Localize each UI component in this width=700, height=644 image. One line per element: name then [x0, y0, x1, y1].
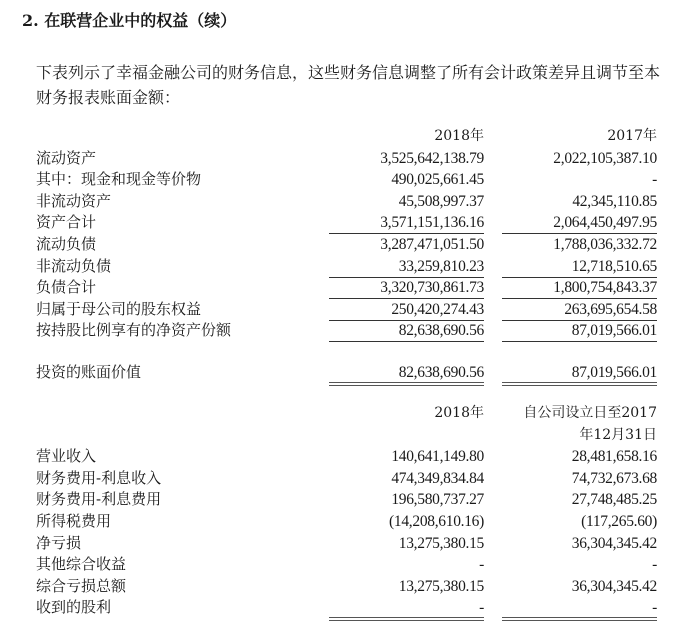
table-row — [0, 468, 700, 490]
value-2018: - — [479, 556, 484, 574]
row-label: 综合亏损总额 — [36, 576, 127, 595]
row-label: 所得税费用 — [36, 511, 112, 530]
value-2017: (117,265.60) — [581, 512, 657, 530]
table-row — [0, 169, 700, 191]
value-2018: 196,580,737.27 — [391, 491, 484, 509]
row-label: 其中：现金和现金等价物 — [36, 170, 202, 189]
row-label: 财务费用-利息收入 — [36, 468, 162, 487]
table-row — [0, 148, 700, 170]
header-2017-line1: 自公司设立日至2017 — [523, 405, 657, 421]
value-2018: 3,287,471,051.50 — [380, 235, 484, 253]
value-2018: 474,349,834.84 — [391, 469, 484, 487]
row-label: 营业收入 — [36, 447, 97, 466]
header-2017: 2017年 — [607, 128, 657, 144]
table-row — [0, 533, 700, 555]
table-row — [0, 256, 700, 278]
table-row — [0, 511, 700, 533]
value-2018: 3,320,730,861.73 — [329, 277, 484, 299]
value-2017: - — [652, 171, 657, 189]
row-label: 其他综合收益 — [36, 555, 127, 574]
row-label: 收到的股利 — [36, 598, 112, 617]
table-row — [0, 576, 700, 598]
table-row — [0, 299, 700, 321]
value-2018: 33,259,810.23 — [329, 256, 484, 278]
table-row — [0, 212, 700, 234]
balance-sheet-table — [0, 126, 700, 384]
intro-paragraph: 下表列示了幸福金融公司的财务信息，这些财务信息调整了所有会计政策差异且调节至本财务报表账面金额： — [36, 63, 661, 107]
value-2018: 45,508,997.37 — [398, 192, 484, 210]
table-row — [0, 554, 700, 576]
value-2017: 42,345,110.85 — [572, 192, 657, 210]
row-label: 净亏损 — [36, 533, 82, 552]
value-2017: 36,304,345.42 — [571, 534, 657, 552]
header-2018: 2018年 — [434, 405, 484, 421]
table-row — [0, 320, 700, 342]
value-2018: - — [329, 597, 484, 621]
table-header-line2 — [0, 425, 700, 447]
value-2017: - — [652, 556, 657, 574]
value-2018: 250,420,274.43 — [329, 299, 484, 321]
value-2018: 13,275,380.15 — [398, 577, 484, 595]
row-label: 财务费用-利息费用 — [36, 490, 162, 509]
value-2017: 263,695,654.58 — [502, 299, 657, 321]
value-2017: 12,718,510.65 — [502, 256, 657, 278]
value-2017: 28,481,658.16 — [571, 448, 657, 466]
value-2017: 74,732,673.68 — [571, 469, 657, 487]
value-2018: 140,641,149.80 — [391, 448, 484, 466]
value-2017: 87,019,566.01 — [502, 320, 657, 342]
value-2017: - — [502, 597, 657, 621]
table-header — [0, 403, 700, 425]
value-2017: 2,064,450,497.95 — [502, 212, 657, 234]
value-2018: 3,571,151,136.16 — [329, 212, 484, 234]
table-header — [0, 126, 700, 148]
row-label: 负债合计 — [36, 278, 97, 297]
row-label: 投资的账面价值 — [36, 362, 142, 381]
row-label: 非流动负债 — [36, 256, 112, 275]
value-2017: 27,748,485.25 — [571, 491, 657, 509]
value-2017: 2,022,105,387.10 — [553, 149, 657, 167]
value-2018: (14,208,610.16) — [389, 512, 484, 530]
table-row — [0, 191, 700, 213]
row-label: 流动负债 — [36, 234, 97, 253]
value-2017: 36,304,345.42 — [571, 577, 657, 595]
row-label: 按持股比例享有的净资产份额 — [36, 321, 232, 340]
value-2017: 1,800,754,843.37 — [502, 277, 657, 299]
table-row — [0, 446, 700, 468]
value-2018: 3,525,642,138.79 — [380, 149, 484, 167]
value-2017: 87,019,566.01 — [502, 362, 657, 386]
value-2018: 82,638,690.56 — [329, 362, 484, 386]
value-2018: 82,638,690.56 — [329, 320, 484, 342]
header-2018: 2018年 — [434, 128, 484, 144]
row-label: 资产合计 — [36, 213, 97, 232]
value-2017: 1,788,036,332.72 — [553, 235, 657, 253]
section-title: 2. 在联营企业中的权益（续） — [22, 11, 237, 30]
table-row-investment — [0, 362, 700, 384]
value-2018: 490,025,661.45 — [391, 171, 484, 189]
header-2017-line2: 年12月31日 — [579, 426, 657, 443]
row-label: 非流动资产 — [36, 191, 112, 210]
row-label: 归属于母公司的股东权益 — [36, 299, 202, 318]
table-row — [0, 277, 700, 299]
income-table — [0, 403, 700, 619]
table-row — [0, 489, 700, 511]
value-2018: 13,275,380.15 — [398, 534, 484, 552]
table-row — [0, 234, 700, 256]
row-label: 流动资产 — [36, 148, 97, 167]
table-row — [0, 597, 700, 619]
